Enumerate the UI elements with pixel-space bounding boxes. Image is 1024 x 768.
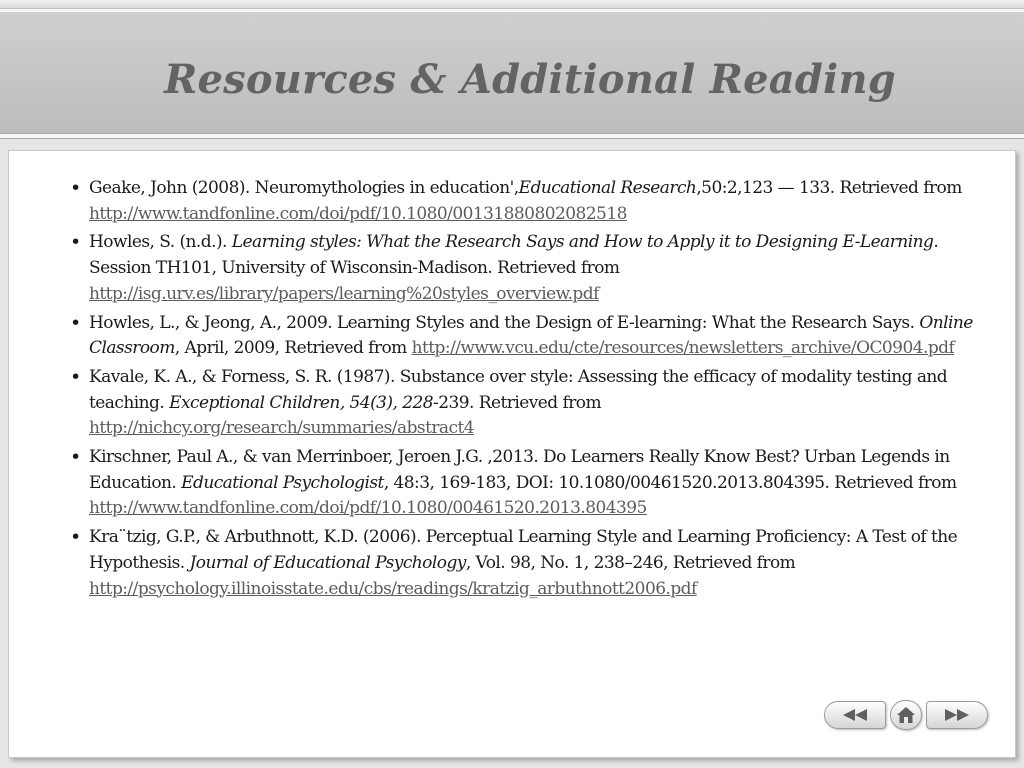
title-divider	[0, 133, 1024, 139]
previous-slide-button[interactable]	[824, 701, 886, 729]
reference-text: , Vol. 98, No. 1, 238–246, Retrieved from	[465, 552, 796, 573]
reference-item	[70, 525, 990, 602]
reference-link[interactable]: http://psychology.illinoisstate.edu/cbs/readings/kratzig_arbuthnott2006.pdf	[89, 578, 697, 599]
reference-link[interactable]: http://nichcy.org/research/summaries/abstract4	[89, 418, 475, 439]
reference-link[interactable]: http://www.vcu.edu/cte/resources/newsletters_archive/OC0904.pdf	[411, 338, 955, 359]
reference-text: Howles, S. (n.d.).	[89, 232, 227, 253]
reference-text: , April, 2009, Retrieved from	[174, 338, 407, 359]
reference-source: Exceptional Children, 54(3), 228	[169, 392, 434, 413]
reference-text: -239. Retrieved from	[433, 392, 602, 413]
reference-item	[70, 311, 990, 362]
rewind-arrows-icon	[840, 708, 870, 722]
reference-text: ,50:2,123 — 133. Retrieved from	[696, 178, 962, 198]
reference-source: Learning styles: What the Research Says and How to Apply it to Designing E-Learning	[231, 232, 934, 253]
next-slide-button[interactable]	[926, 701, 988, 729]
bullet-icon: •	[70, 177, 81, 199]
reference-text: Kra¨tzig, G.P., & Arbuthnott, K.D. (2006). Perceptual Learning Style and Learning Proficiency: A Test of the Hypothesis.	[89, 527, 958, 573]
reference-text: . Session TH101, University of Wisconsin-Madison. Retrieved from	[89, 232, 939, 279]
reference-source: Journal of Educational Psychology	[189, 552, 466, 573]
reference-item	[70, 176, 990, 227]
reference-text: , 48:3, 169-183, DOI: 10.1080/00461520.2013.804395. Retrieved from	[383, 472, 957, 493]
reference-link[interactable]: http://www.tandfonline.com/doi/pdf/10.1080/00131880802082518	[89, 203, 627, 224]
reference-item	[70, 445, 990, 522]
bullet-icon: •	[70, 311, 81, 334]
reference-list	[70, 176, 990, 605]
reference-item	[70, 365, 990, 442]
reference-source: Educational Psychologist	[181, 472, 384, 493]
home-button[interactable]	[890, 700, 922, 730]
top-strip	[0, 0, 1024, 9]
reference-link[interactable]: http://www.tandfonline.com/doi/pdf/10.1080/00461520.2013.804395	[89, 498, 647, 519]
reference-source: Educational Research	[518, 178, 697, 198]
reference-link[interactable]: http://isg.urv.es/library/papers/learning%20styles_overview.pdf	[89, 283, 599, 304]
fast-forward-arrows-icon	[942, 708, 972, 722]
reference-item	[70, 230, 990, 307]
bullet-icon: •	[70, 526, 81, 549]
reference-source: Online Classroom	[89, 312, 973, 359]
reference-text: Kirschner, Paul A., & van Merrinboer, Jeroen J.G. ,2013. Do Learners Really Know Best? Urban Legends in Education.	[89, 447, 950, 493]
reference-text: Geake, John (2008). Neuromythologies in education',	[89, 178, 519, 198]
bullet-icon: •	[70, 365, 81, 388]
reference-text: Kavale, K. A., & Forness, S. R. (1987). Substance over style: Assessing the efficacy of modality testing and teaching.	[89, 366, 948, 413]
home-icon	[896, 705, 916, 725]
reference-text: Howles, L., & Jeong, A., 2009. Learning Styles and the Design of E-learning: What the Research Says.	[89, 312, 915, 333]
slide-title: Resources & Additional Reading	[164, 56, 896, 103]
bullet-icon: •	[70, 446, 81, 469]
bullet-icon: •	[70, 231, 81, 254]
